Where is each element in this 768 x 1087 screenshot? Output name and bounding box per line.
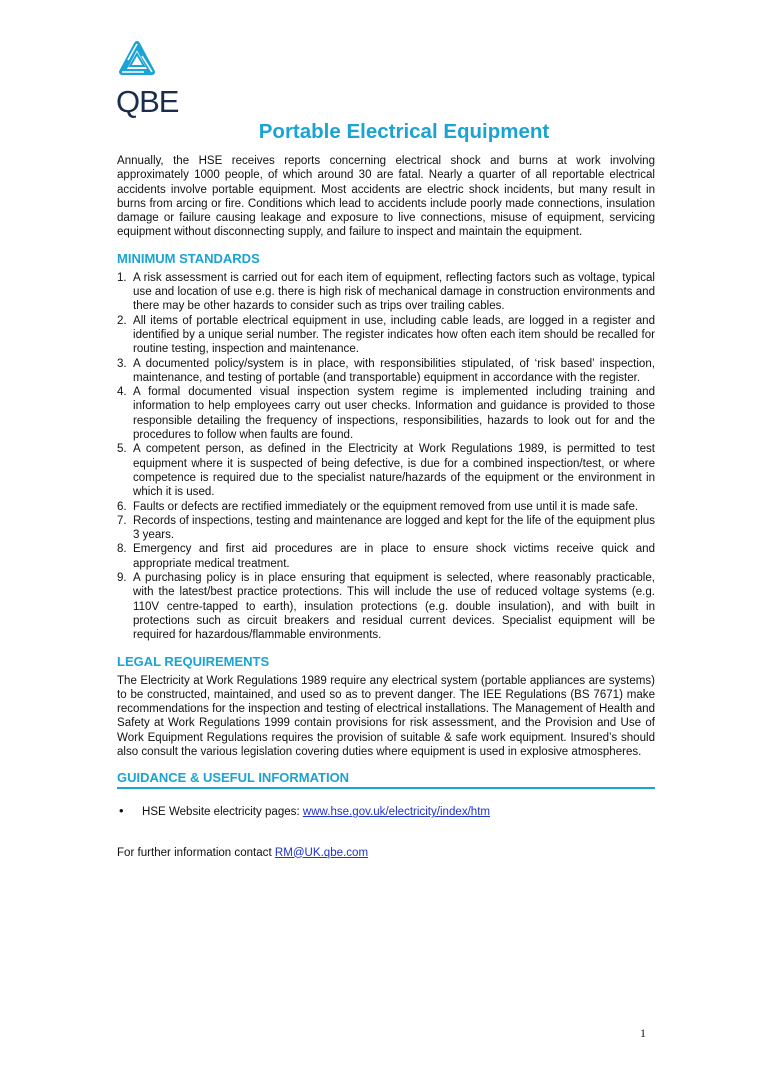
- qbe-logo: [116, 38, 188, 82]
- contact-label: For further information contact: [117, 846, 275, 859]
- brand-name: QBE: [116, 84, 179, 119]
- qbe-triangle-logo-icon: [116, 38, 158, 82]
- intro-paragraph: Annually, the HSE receives reports concerning electrical shock and burns at work involving approximately 1000 people, of which around 30 are fatal. Nearly a quarter of all reportable electrical accidents involve portable equipment. Most accidents are electric shock incidents, but many result in burns from arcing or fire. Conditions which lead to accidents include poorly made connections, insulation damage or failure causing leakage and exposure to live connections, misuse of equipment, servicing equipment without disconnecting supply, and failure to inspect and maintain the equipment.: [117, 155, 655, 239]
- minimum-standards-list: [117, 271, 655, 643]
- list-item: [117, 805, 655, 819]
- page-title: Portable Electrical Equipment: [258, 120, 550, 143]
- minimum-standards-heading: MINIMUM STANDARDS: [117, 250, 260, 266]
- legal-requirements-paragraph: The Electricity at Work Regulations 1989 require any electrical system (portable appliances are systems) to be constructed, maintained, and used so as to prevent danger. The IEE Regulations (BS 7671) make recommendations for the inspection and testing of electrical installations. The Management of Health and Safety at Work Regulations 1999 contain provisions for risk assessment, and the Provision and Use of Work Equipment Regulations requires the provision of suitable & safe work equipment. Insured’s should also consult the various legislation covering duties where equipment is used in explosive atmospheres.: [117, 674, 655, 758]
- contact-email-link[interactable]: RM@UK.qbe.com: [274, 846, 369, 859]
- legal-requirements-heading: LEGAL REQUIREMENTS: [117, 653, 270, 669]
- list-item: 2. All items of portable electrical equipment in use, including cable leads, are logged in a register and identified by a unique serial number. The register indicates how often each item should be recalled for routine testing, inspection and maintenance.: [117, 314, 655, 356]
- contact-line: [117, 846, 655, 860]
- section-divider: [117, 787, 655, 789]
- list-item: 9. A purchasing policy is in place ensuring that equipment is selected, where reasonably practicable, with the latest/best practice protections. This will include the use of reduced voltage systems (e.g. 110V centre-tapped to earth), insulation protections (e.g. double insulation), and with built in protections such as circuit breakers and residual current devices. Specialist equipment will be required for hazardous/flammable environments.: [117, 572, 655, 642]
- list-item: 6. Faults or defects are rectified immediately or the equipment removed from use until it is made safe.: [117, 500, 639, 513]
- list-item: 7. Records of inspections, testing and maintenance are logged and kept for the life of the equipment plus 3 years.: [117, 514, 655, 542]
- list-item: 8. Emergency and first aid procedures are in place to ensure shock victims receive quick and appropriate medical treatment.: [117, 543, 655, 570]
- guidance-heading: GUIDANCE & USEFUL INFORMATION: [117, 770, 350, 786]
- document-body: [117, 154, 655, 860]
- list-item: 4. A formal documented visual inspection system regime is implemented including training and information to help employees carry out user checks. Information and guidance is provided to those responsible detailing the frequency of inspections, responsibilities, hazards to look out for and the procedures to follow when faults are found.: [117, 386, 655, 442]
- page-number: 1: [640, 1026, 646, 1040]
- bullet-icon: •: [119, 803, 124, 819]
- list-item: 5. A competent person, as defined in the Electricity at Work Regulations 1989, is permitted to test equipment where it is suspected of being defective, is due for a combined inspection/test, or where competence is required due to the specialist nature/hazards of the equipment or the environment in which it is used.: [117, 443, 655, 499]
- bullet-label: HSE Website electricity pages:: [142, 806, 303, 819]
- list-item: 3. A documented policy/system is in place, with responsibilities stipulated, of ‘risk based’ inspection, maintenance, and testing of portable (and transportable) equipment in accordance with the register.: [117, 357, 655, 384]
- list-item: 1. A risk assessment is carried out for each item of equipment, reflecting factors such as voltage, typical use and location of use e.g. there is high risk of mechanical damage in construction environments and there may be other hazards to consider such as trips over trailing cables.: [117, 271, 655, 313]
- hse-website-link[interactable]: www.hse.gov.uk/electricity/index/htm: [302, 806, 491, 819]
